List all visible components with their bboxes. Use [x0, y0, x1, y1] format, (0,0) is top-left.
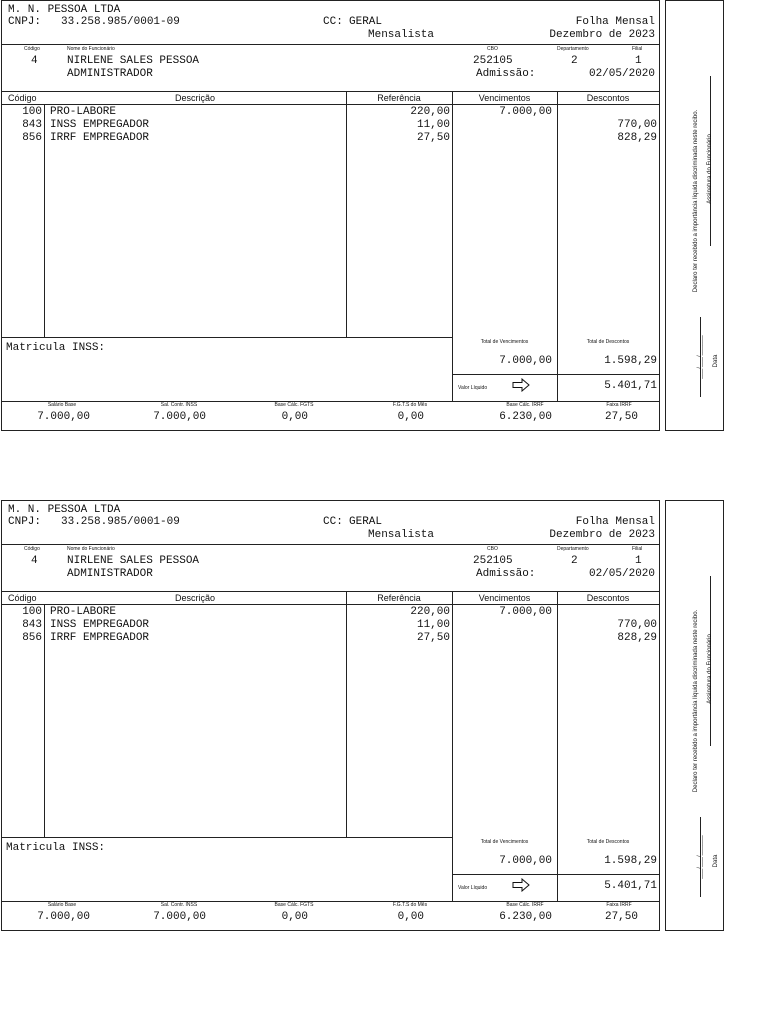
- footer-salary-base: 7.000,00: [37, 411, 90, 423]
- cnpj-value: 33.258.985/0001-09: [61, 16, 180, 28]
- employee-name: NIRLENE SALES PESSOA: [67, 55, 200, 67]
- row-discounts: 770,00: [617, 119, 657, 131]
- footer-fgts-base: 0,00: [281, 911, 308, 923]
- header-divider: [2, 44, 659, 45]
- footer-label-inss-base: Sal. Contr. INSS: [160, 902, 198, 908]
- cbo-label: CBO: [487, 46, 498, 52]
- col-header-code: Código: [8, 93, 37, 103]
- admission-date: 02/05/2020: [588, 568, 655, 580]
- row-discounts: 828,29: [617, 632, 657, 644]
- footer-irrf-base: 6.230,00: [499, 411, 552, 423]
- date-field: ___/___/______: [697, 835, 703, 879]
- row-discounts: 828,29: [617, 132, 657, 144]
- col-header-earnings: Vencimentos: [478, 593, 531, 603]
- row-reference: 27,50: [416, 632, 450, 644]
- footer-inss-base: 7.000,00: [153, 911, 206, 923]
- cnpj-label: CNPJ:: [8, 516, 42, 528]
- cc-value: GERAL: [349, 516, 383, 528]
- col-header-reference: Referência: [377, 93, 421, 103]
- receipt-stub: [665, 0, 724, 431]
- arrow-right-outline-icon: [512, 378, 530, 396]
- footer-label-salary-base: Salário Base: [47, 902, 77, 908]
- row-code: 100: [22, 606, 42, 618]
- branch-label: Filial: [632, 46, 643, 52]
- footer-irrf-base: 6.230,00: [499, 911, 552, 923]
- employee-department: 2: [571, 555, 578, 567]
- payslip-main-panel: [1, 0, 660, 431]
- net-value: 5.401,71: [604, 880, 657, 892]
- footer-irrf-range: 27,50: [604, 911, 638, 923]
- employee-branch: 1: [635, 555, 642, 567]
- row-code: 843: [22, 119, 42, 131]
- footer-label-fgts-month: F.G.T.S do Mês: [392, 902, 428, 908]
- col-header-reference: Referência: [377, 593, 421, 603]
- col-header-discounts: Descontos: [586, 593, 630, 603]
- row-earnings: 7.000,00: [499, 106, 552, 118]
- employee-cbo: 252105: [473, 555, 513, 567]
- col-line: [44, 604, 45, 837]
- body-bottom-divider: [2, 337, 452, 338]
- row-description: PRO-LABORE: [50, 606, 117, 618]
- date-field: ___/___/______: [697, 335, 703, 379]
- col-line: [452, 91, 453, 401]
- branch-label: Filial: [632, 546, 643, 552]
- net-value-label: Valor Líquido: [458, 385, 488, 391]
- admission-label: Admissão:: [476, 568, 536, 580]
- footer-salary-base: 7.000,00: [37, 911, 90, 923]
- cnpj-value: 33.258.985/0001-09: [61, 516, 180, 528]
- employee-cbo: 252105: [473, 55, 513, 67]
- employee-category: Mensalista: [368, 529, 435, 541]
- totals-divider: [452, 374, 659, 375]
- total-discounts: 1.598,29: [604, 855, 657, 867]
- col-header-earnings: Vencimentos: [478, 93, 531, 103]
- employee-code-label: Código: [24, 546, 40, 552]
- admission-date: 02/05/2020: [588, 68, 655, 80]
- payslip-main-panel: [1, 500, 660, 931]
- employee-name: NIRLENE SALES PESSOA: [67, 555, 200, 567]
- row-code: 856: [22, 632, 42, 644]
- table-header-divider: [2, 604, 659, 605]
- employee-code: 4: [31, 555, 38, 567]
- footer-label-salary-base: Salário Base: [47, 402, 77, 408]
- net-value-label: Valor Líquido: [458, 885, 488, 891]
- employee-divider: [2, 591, 659, 592]
- pay-period: Dezembro de 2023: [549, 529, 655, 541]
- date-label: Data: [713, 354, 719, 368]
- row-reference: 27,50: [416, 132, 450, 144]
- totals-divider: [452, 874, 659, 875]
- matricula-inss-label: Matricula INSS:: [6, 342, 106, 354]
- footer-label-fgts-month: F.G.T.S do Mês: [392, 402, 428, 408]
- footer-inss-base: 7.000,00: [153, 411, 206, 423]
- row-reference: 220,00: [410, 106, 450, 118]
- row-reference: 11,00: [416, 619, 450, 631]
- receipt-declaration: Declaro ter recebido a importância líquida discriminada neste recibo.: [693, 109, 699, 293]
- footer-label-irrf-base: Base Cálc. IRRF: [506, 402, 544, 408]
- body-bottom-divider: [2, 837, 452, 838]
- employee-branch: 1: [635, 55, 642, 67]
- signature-label: Assinatura do Funcionário: [707, 634, 713, 704]
- total-earnings-label: Total de Vencimentos: [480, 339, 529, 345]
- header-divider: [2, 544, 659, 545]
- company-name: M. N. PESSOA LTDA: [8, 504, 121, 516]
- cc-value: GERAL: [349, 16, 383, 28]
- cc-label: CC:: [323, 516, 343, 528]
- row-reference: 11,00: [416, 119, 450, 131]
- col-header-description: Descrição: [174, 593, 215, 603]
- col-line: [452, 591, 453, 901]
- employee-role: ADMINISTRADOR: [67, 568, 153, 580]
- row-code: 856: [22, 132, 42, 144]
- footer-label-irrf-range: Faixa IRRF: [606, 402, 632, 408]
- employee-department: 2: [571, 55, 578, 67]
- total-discounts-label: Total de Descontos: [586, 839, 630, 845]
- employee-name-label: Nome do Funcionário: [67, 46, 115, 52]
- footer-divider: [2, 401, 659, 402]
- row-discounts: 770,00: [617, 619, 657, 631]
- footer-label-irrf-range: Faixa IRRF: [606, 902, 632, 908]
- row-description: PRO-LABORE: [50, 106, 117, 118]
- cnpj-label: CNPJ:: [8, 16, 42, 28]
- col-header-discounts: Descontos: [586, 93, 630, 103]
- total-discounts-label: Total de Descontos: [586, 339, 630, 345]
- footer-divider: [2, 901, 659, 902]
- employee-divider: [2, 91, 659, 92]
- row-description: INSS EMPREGADOR: [50, 119, 150, 131]
- footer-irrf-range: 27,50: [604, 411, 638, 423]
- footer-fgts-base: 0,00: [281, 411, 308, 423]
- department-label: Departamento: [557, 46, 589, 52]
- pay-period: Dezembro de 2023: [549, 29, 655, 41]
- receipt-stub: [665, 500, 724, 931]
- payslip-copy-1: [0, 0, 768, 434]
- footer-label-fgts-base: Base Cálc. FGTS: [274, 902, 314, 908]
- signature-label: Assinatura do Funcionário: [707, 134, 713, 204]
- total-earnings-label: Total de Vencimentos: [480, 839, 529, 845]
- row-earnings: 7.000,00: [499, 606, 552, 618]
- receipt-declaration: Declaro ter recebido a importância líquida discriminada neste recibo.: [693, 609, 699, 793]
- row-description: INSS EMPREGADOR: [50, 619, 150, 631]
- employee-code-label: Código: [24, 46, 40, 52]
- employee-code: 4: [31, 55, 38, 67]
- admission-label: Admissão:: [476, 68, 536, 80]
- payroll-type: Folha Mensal: [575, 16, 655, 28]
- employee-category: Mensalista: [368, 29, 435, 41]
- payslip-copy-2: [0, 500, 768, 934]
- col-header-code: Código: [8, 593, 37, 603]
- col-header-description: Descrição: [174, 93, 215, 103]
- cc-label: CC:: [323, 16, 343, 28]
- table-header-divider: [2, 104, 659, 105]
- cbo-label: CBO: [487, 546, 498, 552]
- date-label: Data: [713, 854, 719, 868]
- department-label: Departamento: [557, 546, 589, 552]
- footer-label-fgts-base: Base Cálc. FGTS: [274, 402, 314, 408]
- footer-label-inss-base: Sal. Contr. INSS: [160, 402, 198, 408]
- total-discounts: 1.598,29: [604, 355, 657, 367]
- row-description: IRRF EMPREGADOR: [50, 632, 150, 644]
- payroll-type: Folha Mensal: [575, 516, 655, 528]
- net-value: 5.401,71: [604, 380, 657, 392]
- employee-role: ADMINISTRADOR: [67, 68, 153, 80]
- row-reference: 220,00: [410, 606, 450, 618]
- arrow-right-outline-icon: [512, 878, 530, 896]
- footer-fgts-month: 0,00: [397, 411, 424, 423]
- footer-label-irrf-base: Base Cálc. IRRF: [506, 902, 544, 908]
- row-description: IRRF EMPREGADOR: [50, 132, 150, 144]
- total-earnings: 7.000,00: [499, 855, 552, 867]
- footer-fgts-month: 0,00: [397, 911, 424, 923]
- employee-name-label: Nome do Funcionário: [67, 546, 115, 552]
- total-earnings: 7.000,00: [499, 355, 552, 367]
- matricula-inss-label: Matricula INSS:: [6, 842, 106, 854]
- company-name: M. N. PESSOA LTDA: [8, 4, 121, 16]
- col-line: [44, 104, 45, 337]
- row-code: 843: [22, 619, 42, 631]
- row-code: 100: [22, 106, 42, 118]
